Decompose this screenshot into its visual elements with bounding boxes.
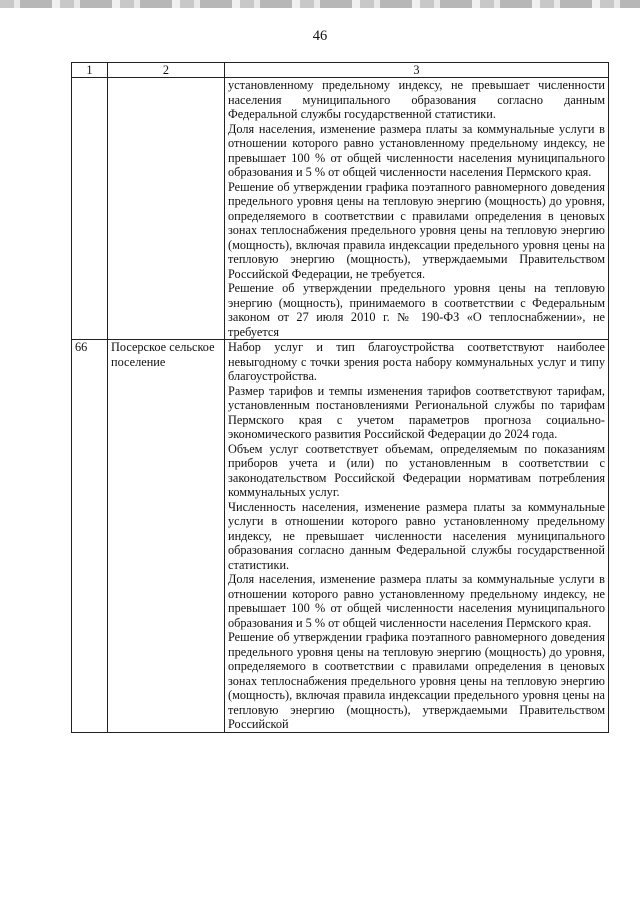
tariff-table: [71, 62, 609, 733]
paragraph: Решение об утверждении графика поэтапного равномерного доведения предельного уровня цены на тепловую энергию (мощность) до уровня, определяемого в соответствии с правилами определения в ценовых зонах теплоснабжения предельного уровня цены на тепловую энергию (мощность), включая правила индексации предельного уровня цены на тепловую энергию (мощность), утверждаемыми Правительством Российской: [228, 630, 605, 731]
table-row-continued: [72, 78, 609, 340]
conditions-cell: [225, 78, 609, 340]
header-col-3: 3: [225, 63, 609, 78]
row-number: [72, 78, 108, 340]
paragraph: Набор услуг и тип благоустройства соответствуют наиболее невыгодному с точки зрения роста набору коммунальных услуг и типу благоустройства.: [228, 340, 605, 383]
paragraph: Доля населения, изменение размера платы за коммунальные услуги в отношении которого равно установленному предельному индексу, не превышает 100 % от общей численности населения муниципального образования и 5 % от общей численности населения Пермского края.: [228, 572, 605, 630]
conditions-cell: [225, 340, 609, 733]
page-number: 46: [312, 28, 328, 44]
table-header-row: [72, 63, 609, 78]
paragraph: Доля населения, изменение размера платы за коммунальные услуги в отношении которого равно установленному предельному индексу, не превышает 100 % от общей численности населения муниципального образования и 5 % от общей численности населения Пермского края.: [228, 121, 605, 179]
paragraph: Объем услуг соответствует объемам, определяемым по показаниям приборов учета и (или) по установленным в соответствии с законодательством Российской Федерации нормативам потребления коммунальных услуг.: [228, 441, 605, 499]
table-row-66: [72, 340, 609, 733]
scan-top-edge: [0, 0, 640, 8]
header-col-2: 2: [108, 63, 225, 78]
paragraph: Размер тарифов и темпы изменения тарифов соответствуют тарифам, установленным постановлениями Региональной службы по тарифам Пермского края с учетом параметров прогноза социально-экономического развития Российской Федерации до 2024 года.: [228, 383, 605, 441]
settlement-name-text: Посерское сельское поселение: [111, 340, 215, 369]
header-col-1: 1: [72, 63, 108, 78]
settlement-name: [108, 340, 225, 733]
paragraph: Решение об утверждении предельного уровня цены на тепловую энергию (мощность), принимаемого в соответствии с Федеральным законом от 27 июля 2010 г. № 190-ФЗ «О теплоснабжении», не требуется: [228, 281, 605, 339]
settlement-name: [108, 78, 225, 340]
paragraph: Решение об утверждении графика поэтапного равномерного доведения предельного уровня цены на тепловую энергию (мощность) до уровня, определяемого в соответствии с правилами определения в ценовых зонах теплоснабжения предельного уровня цены на тепловую энергию (мощность), включая правила индексации предельного уровня цены на тепловую энергию (мощность), утверждаемыми Правительством Российской Федерации, не требуется.: [228, 179, 605, 281]
paragraph: Численность населения, изменение размера платы за коммунальные услуги в отношении которого равно установленному предельному индексу, не превышает численности населения муниципального образования согласно данным Федеральной службы государственной статистики.: [228, 499, 605, 572]
paragraph: установленному предельному индексу, не превышает численности населения муниципального образования согласно данным Федеральной службы государственной статистики.: [228, 78, 605, 121]
row-number: 66: [72, 340, 108, 733]
